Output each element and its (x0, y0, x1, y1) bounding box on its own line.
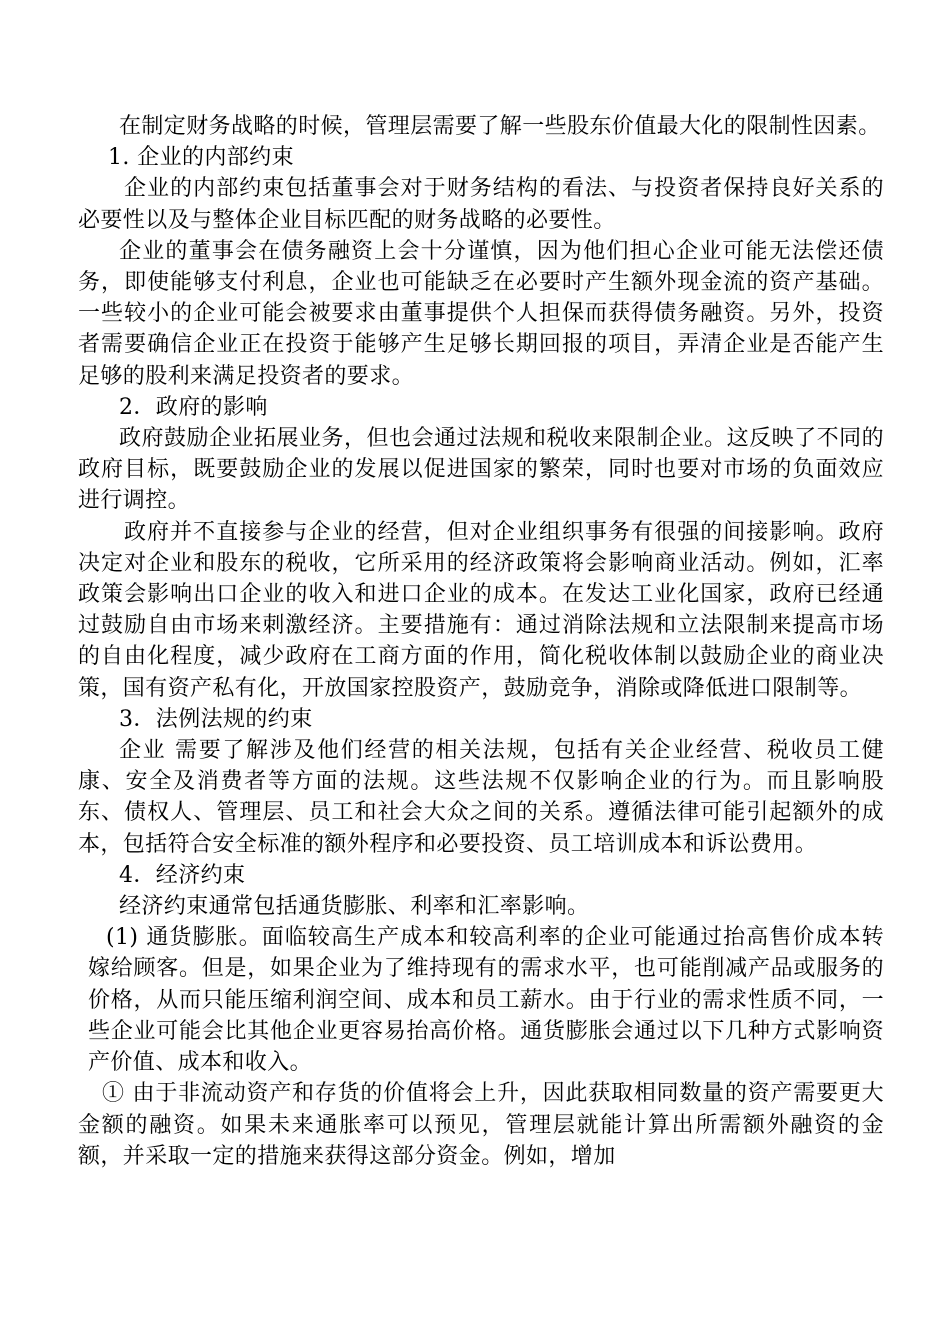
internal-constraints-paragraph: 企业的内部约束包括董事会对于财务结构的看法、与投资者保持良好关系的必要性以及与整体企业目标匹配的财务战略的必要性。 (78, 176, 884, 233)
section-heading-economic: 4．经济约束 (119, 862, 246, 888)
inflation-paragraph: (1) 通货膨胀。面临较高生产成本和较高利率的企业可能通过抬高售价成本转嫁给顾客。但是，如果企业为了维持现有的需求水平，也可能削减产品或服务的价格，从而只能压缩利润空间、成本和员工薪水。由于行业的需求性质不同，一些企业可能会比其他企业更容易抬高价格。通货膨胀会通过以下几种方式影响资产价值、成本和收入。 (88, 925, 884, 1076)
board-caution-paragraph: 企业的董事会在债务融资上会十分谨慎，因为他们担心企业可能无法偿还债务，即使能够支付利息，企业也可能缺乏在必要时产生额外现金流的资产基础。一些较小的企业可能会被要求由董事提供个人担保而获得债务融资。另外，投资者需要确信企业正在投资于能够产生足够长期回报的项目，弄清企业是否能产生足够的股利来满足投资者的要求。 (78, 238, 884, 389)
section-heading-legal: 3．法例法规的约束 (119, 706, 313, 732)
legal-paragraph: 企业 需要了解涉及他们经营的相关法规，包括有关企业经营、税收员工健康、安全及消费者等方面的法规。这些法规不仅影响企业的行为。而且影响股东、债权人、管理层、员工和社会大众之间的关系。遵循法律可能引起额外的成本，包括符合安全标准的额外程序和必要投资、员工培训成本和诉讼费用。 (78, 738, 884, 857)
economic-intro-paragraph: 经济约束通常包括通货膨胀、利率和汇率影响。 (119, 894, 590, 920)
government-paragraph-1: 政府鼓励企业拓展业务，但也会通过法规和税收来限制企业。这反映了不同的政府目标，既要鼓励企业的发展以促进国家的繁荣，同时也要对市场的负面效应进行调控。 (78, 426, 884, 514)
section-heading-government: 2．政府的影响 (119, 394, 268, 420)
section-heading-internal-constraints: 1. 企业的内部约束 (108, 145, 294, 171)
document-body (78, 111, 884, 1172)
inflation-point-1-paragraph: ① 由于非流动资产和存货的价值将会上升，因此获取相同数量的资产需要更大金额的融资。如果未来通胀率可以预见，管理层就能计算出所需额外融资的金额，并采取一定的措施来获得这部分资金。例如，增加 (78, 1081, 884, 1169)
intro-paragraph: 在制定财务战略的时候，管理层需要了解一些股东价值最大化的限制性因素。 (119, 114, 881, 139)
government-paragraph-2: 政府并不直接参与企业的经营，但对企业组织事务有很强的间接影响。政府决定对企业和股东的税收，它所采用的经济政策将会影响商业活动。例如，汇率政策会影响出口企业的收入和进口企业的成本。在发达工业化国家，政府已经通过鼓励自由市场来刺激经济。主要措施有：通过消除法规和立法限制来提高市场的自由化程度，减少政府在工商方面的作用，简化税收体制以鼓励企业的商业决策，国有资产私有化，开放国家控股资产，鼓励竞争，消除或降低进口限制等。 (78, 519, 884, 701)
